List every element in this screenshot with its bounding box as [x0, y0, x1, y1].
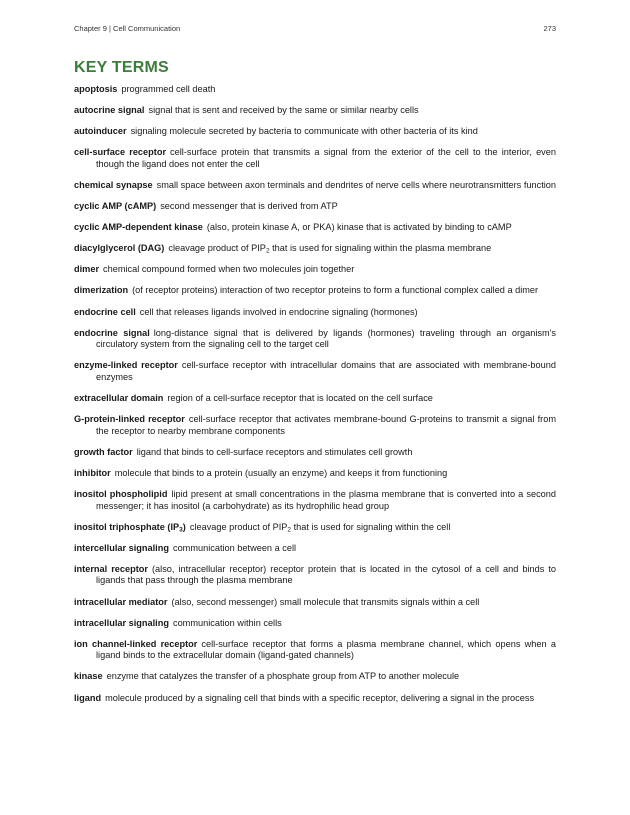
term-entry	[74, 671, 556, 683]
term-entry	[74, 243, 556, 255]
term-entry	[74, 147, 556, 170]
term-entry	[74, 285, 556, 297]
term-entry	[74, 105, 556, 117]
key-terms-list	[74, 84, 556, 714]
term-entry	[74, 522, 556, 534]
term-entry	[74, 447, 556, 459]
term-definition: region of a cell-surface receptor that is located on the cell surface	[167, 393, 433, 403]
term-entry	[74, 489, 556, 512]
section-title: KEY TERMS	[74, 59, 169, 76]
term-name: diacylglycerol (DAG)	[74, 243, 165, 254]
subscript: 2	[265, 247, 270, 255]
term-entry	[74, 360, 556, 383]
term-name: chemical synapse	[74, 179, 153, 190]
subscript: 2	[287, 526, 292, 534]
term-entry	[74, 618, 556, 630]
term-definition: chemical compound formed when two molecules join together	[103, 264, 355, 275]
page-header	[74, 24, 556, 36]
term-name: endocrine signal	[74, 327, 150, 338]
term-name: enzyme-linked receptor	[74, 360, 178, 371]
term-definition: programmed cell death	[121, 84, 216, 94]
term-name: ion channel-linked receptor	[74, 638, 198, 649]
term-definition: (of receptor proteins) interaction of two receptor proteins to form a functional complex called a dimer	[132, 285, 539, 296]
term-name: autocrine signal	[74, 105, 145, 116]
term-name: ligand	[74, 692, 102, 703]
term-name: extracellular domain	[74, 393, 164, 403]
term-entry	[74, 84, 556, 96]
term-definition-pre: cleavage product of PIP	[168, 243, 266, 254]
term-definition: communication between a cell	[172, 542, 297, 553]
term-entry	[74, 693, 556, 705]
term-name: apoptosis	[74, 84, 118, 94]
term-definition: long-distance signal that is delivered by ligands (hormones) traveling through an organism's circulatory system from the signaling cell to the target cell	[96, 327, 556, 350]
term-definition: small space between axon terminals and dendrites of nerve cells where neurotransmitters function	[156, 179, 557, 190]
term-definition: (also, intracellular receptor) receptor protein that is located in the cytosol of a cell and binds to ligands that pass through the plasma membrane	[96, 563, 557, 586]
term-name-pre: inositol triphosphate (IP	[74, 521, 180, 532]
term-definition: cell-surface protein that transmits a signal from the exterior of the cell to the interior, even though the ligand does not enter the cell	[96, 147, 556, 169]
term-definition: enzyme that catalyzes the transfer of a phosphate group from ATP to another molecule	[106, 671, 460, 682]
term-definition: second messenger that is derived from ATP	[160, 201, 338, 212]
term-entry	[74, 393, 556, 405]
term-name: G-protein-linked receptor	[74, 414, 185, 425]
term-definition: (also, protein kinase A, or PKA) kinase that is activated by binding to cAMP	[206, 222, 512, 233]
term-definition: cell-surface receptor that forms a plasma membrane channel, which opens when a ligand binds to the extracellular domain (ligand-gated channels)	[96, 638, 556, 661]
term-entry	[74, 201, 556, 213]
term-entry	[74, 126, 556, 138]
term-name	[74, 522, 186, 532]
term-entry	[74, 328, 556, 351]
term-entry	[74, 543, 556, 555]
term-name: intracellular signaling	[74, 617, 169, 628]
term-entry	[74, 264, 556, 276]
chapter-title: Chapter 9 | Cell Communication	[74, 24, 181, 33]
term-definition: molecule produced by a signaling cell that binds with a specific receptor, delivering a signal in the process	[105, 692, 535, 703]
term-name: cell-surface receptor	[74, 147, 167, 158]
term-entry	[74, 597, 556, 609]
term-definition: molecule that binds to a protein (usually an enzyme) and keeps it from functioning	[114, 467, 448, 478]
term-entry	[74, 468, 556, 480]
term-name: intracellular mediator	[74, 596, 168, 607]
term-definition: cell-surface receptor with intracellular domains that are associated with membrane-bound enzymes	[96, 360, 556, 382]
term-definition: communication within cells	[172, 617, 282, 628]
term-name: endocrine cell	[74, 306, 136, 317]
term-entry	[74, 564, 556, 587]
term-name-post: )	[182, 521, 186, 532]
term-name: cyclic AMP-dependent kinase	[74, 222, 203, 233]
term-name: kinase	[74, 671, 103, 682]
term-definition: (also, second messenger) small molecule that transmits signals within a cell	[171, 596, 480, 607]
page-number: 273	[543, 24, 556, 33]
term-definition-pre: cleavage product of PIP	[189, 521, 288, 532]
term-entry	[74, 307, 556, 319]
term-name: inositol phospholipid	[74, 488, 168, 499]
term-definition: cell that releases ligands involved in endocrine signaling (hormones)	[139, 306, 418, 317]
term-entry	[74, 639, 556, 662]
term-name: inhibitor	[74, 467, 111, 478]
term-definition: signal that is sent and received by the same or similar nearby cells	[148, 105, 419, 116]
term-name: cyclic AMP (cAMP)	[74, 201, 157, 212]
term-definition-post: that is used for signaling within the plasma membrane	[269, 243, 492, 254]
term-definition: signaling molecule secreted by bacteria to communicate with other bacteria of its kind	[130, 126, 478, 137]
term-definition: cell-surface receptor that activates membrane-bound G-proteins to transmit a signal from the receptor to nearby membrane components	[96, 414, 556, 436]
term-name: internal receptor	[74, 563, 148, 574]
term-name: intercellular signaling	[74, 542, 169, 553]
term-name: growth factor	[74, 446, 133, 457]
term-definition: lipid present at small concentrations in the plasma membrane that is converted into a second messenger; it has inositol (a carbohydrate) as its hydrophilic head group	[96, 488, 556, 511]
term-name: dimer	[74, 264, 100, 275]
subscript: 3	[179, 526, 183, 534]
term-definition-post: that is used for signaling within the cell	[291, 521, 451, 532]
term-definition: ligand that binds to cell-surface receptors and stimulates cell growth	[136, 446, 413, 457]
term-entry	[74, 222, 556, 234]
term-entry	[74, 180, 556, 192]
term-name: autoinducer	[74, 126, 127, 137]
term-entry	[74, 414, 556, 437]
term-name: dimerization	[74, 285, 129, 296]
